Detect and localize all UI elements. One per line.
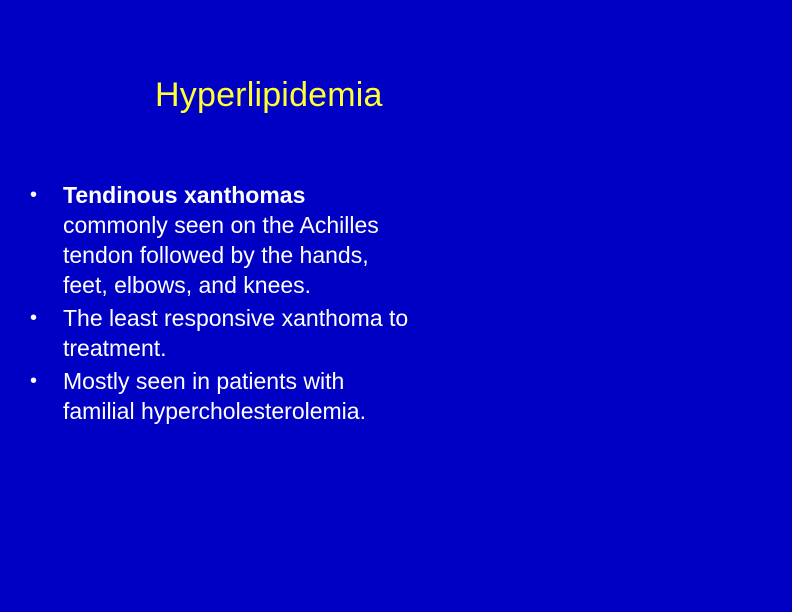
- bullet-text: [63, 182, 379, 298]
- bullet-body-text: Mostly seen in patients with familial hypercholesterolemia.: [63, 368, 366, 424]
- slide-title: Hyperlipidemia: [155, 76, 383, 114]
- bullet-icon: •: [30, 307, 38, 329]
- bullet-body-text: The least responsive xanthoma to treatment.: [63, 305, 409, 361]
- bullet-bold-text: Tendinous xanthomas: [63, 182, 306, 208]
- bullet-icon: •: [30, 184, 38, 206]
- bullet-item: [30, 180, 410, 300]
- bullet-text: [63, 368, 366, 424]
- bullet-item: [30, 303, 410, 363]
- bullet-item: [30, 366, 410, 426]
- bullet-list: [30, 180, 410, 429]
- bullet-icon: •: [30, 370, 38, 392]
- bullet-body-text: commonly seen on the Achilles tendon followed by the hands, feet, elbows, and knees.: [63, 212, 379, 298]
- bullet-text: [63, 305, 408, 361]
